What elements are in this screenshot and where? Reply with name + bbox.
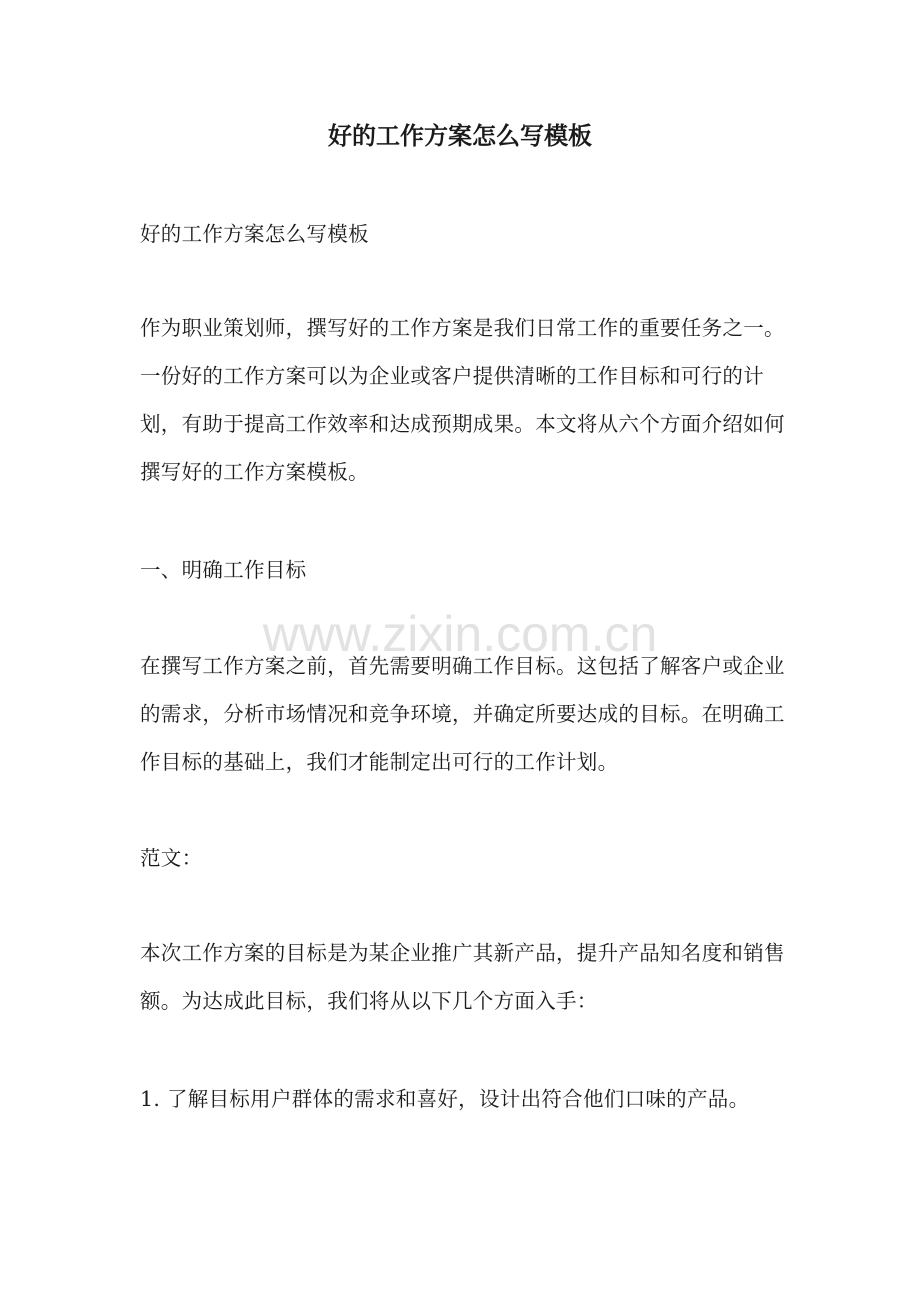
example-label: 范文： [140,846,203,870]
example-paragraph: 本次工作方案的目标是为某企业推广其新产品，提升产品知名度和销售额。为达成此目标，我们将从以下几个方面入手： [140,941,785,1013]
intro-paragraph: 作为职业策划师，撰写好的工作方案是我们日常工作的重要任务之一。一份好的工作方案可以为企业或客户提供清晰的工作目标和可行的计划，有助于提高工作效率和达成预期成果。本文将从六个方面介绍如何撰写好的工作方案模板。 [140,316,785,484]
document-title: 好的工作方案怎么写模板 [328,121,592,150]
section-heading: 一、明确工作目标 [140,558,307,582]
watermark: www.zixin.com.cn [262,606,658,662]
list-item: 1. 了解目标用户群体的需求和喜好，设计出符合他们口味的产品。 [140,1087,750,1111]
section-paragraph: 在撰写工作方案之前，首先需要明确工作目标。这包括了解客户或企业的需求，分析市场情况和竞争环境，并确定所要达成的目标。在明确工作目标的基础上，我们才能制定出可行的工作计划。 [140,654,785,774]
document-subtitle: 好的工作方案怎么写模板 [140,222,369,246]
